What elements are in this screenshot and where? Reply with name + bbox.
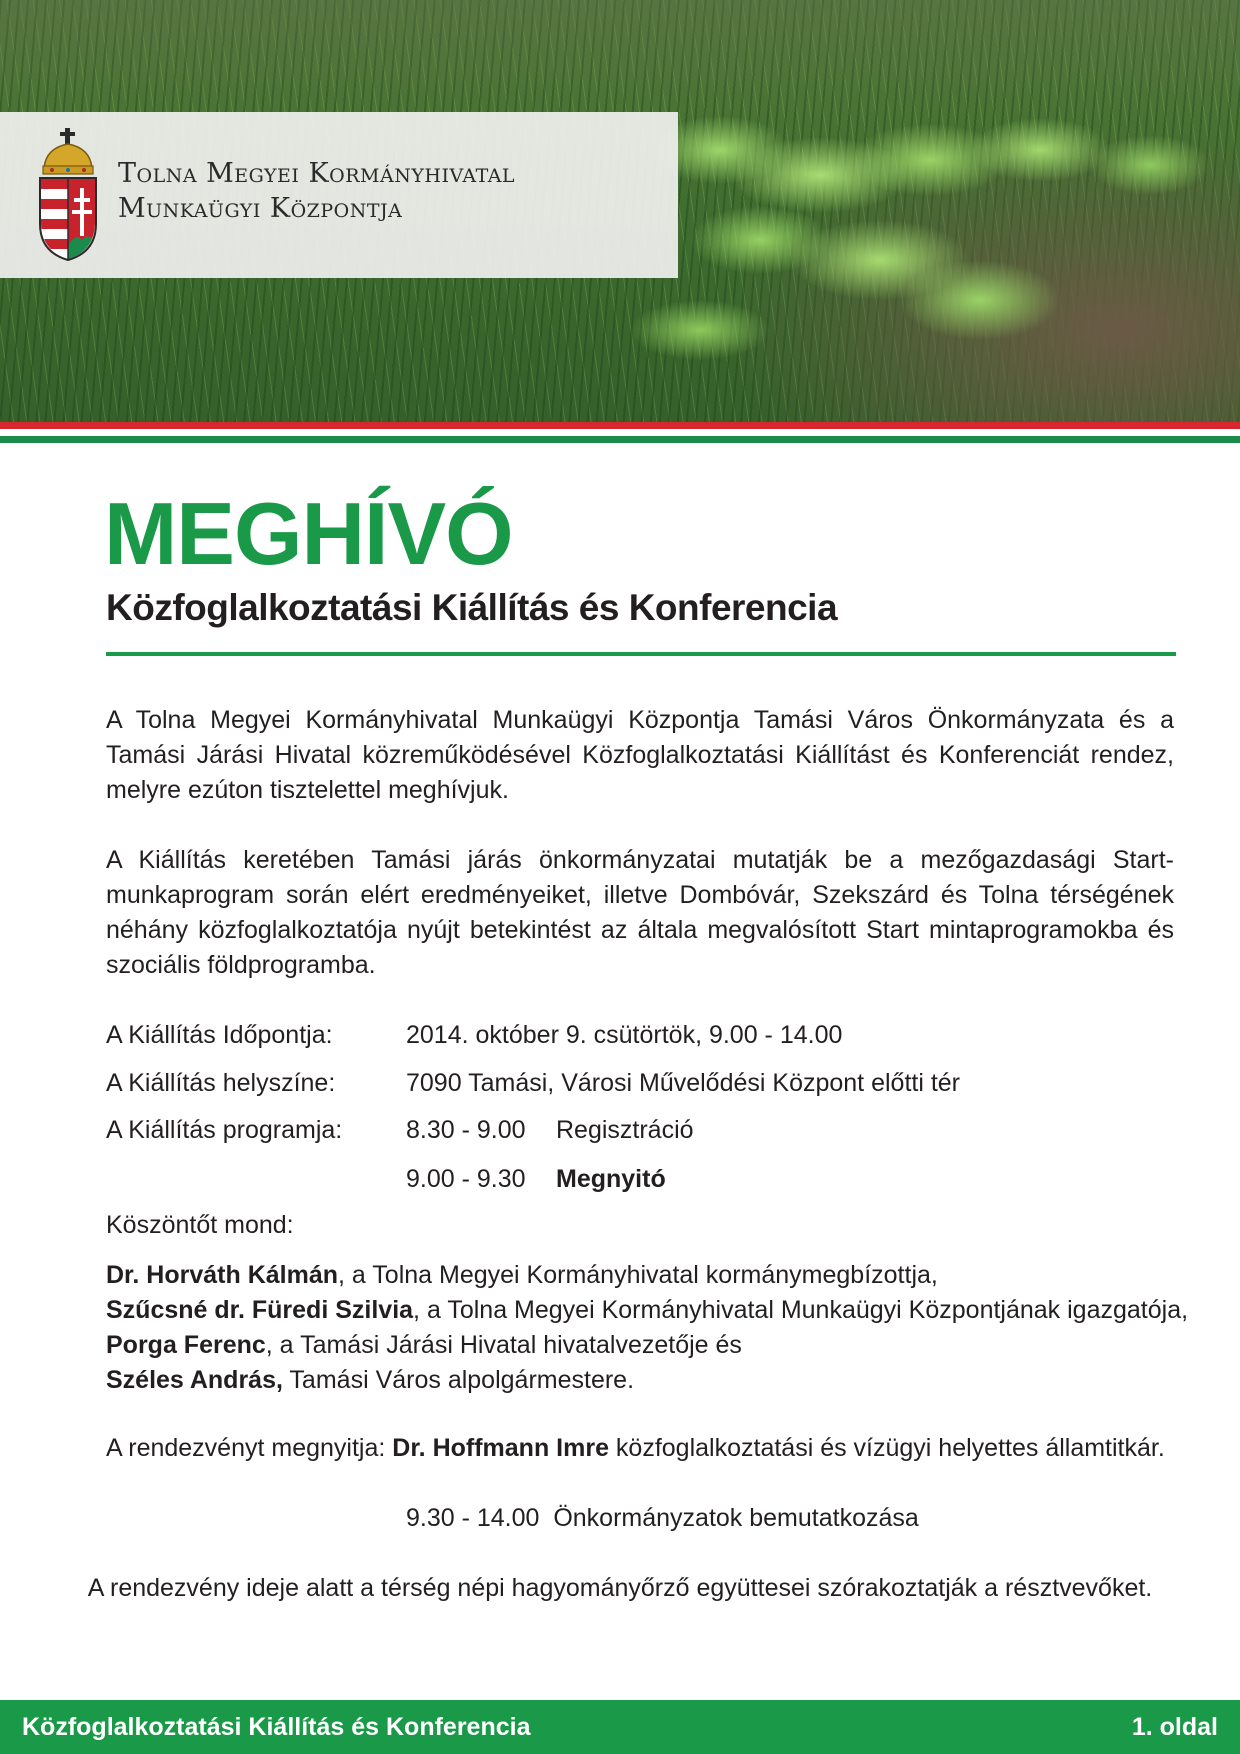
org-logo-box (0, 112, 678, 278)
schedule-item: 9.30 - 14.00 Önkormányzatok bemutatkozása (406, 1504, 919, 1532)
closing-note: A rendezvény ideje alatt a térség népi hagyományőrző együttesei szórakoztatják a résztvevőket. (87, 1574, 1153, 1602)
header-photo-field (0, 0, 1240, 422)
org-name (118, 156, 515, 226)
venue-label: A Kiállítás helyszíne: (106, 1069, 336, 1097)
speaker-role: Tamási Város alpolgármestere. (282, 1366, 635, 1394)
intro-paragraph: A Tolna Megyei Kormányhivatal Munkaügyi Központja Tamási Város Önkormányzata és a Tamási Járási Hivatal közreműködésével Közfoglalkoztatási Kiállítást és Konferenciát rendez, melyre ezúton tisztelettel meghívjuk. (106, 706, 1174, 804)
speaker-name: Széles András, (106, 1366, 283, 1394)
speaker-item (106, 1363, 1188, 1398)
hungarian-coat-of-arms-icon (36, 128, 100, 262)
speaker-role: , a Tamási Járási Hivatal hivatalvezetője és (265, 1331, 742, 1359)
date-value: 2014. október 9. csütörtök, 9.00 - 14.00 (406, 1021, 843, 1049)
speaker-role: , a Tolna Megyei Kormányhivatal kormánymegbízottja, (338, 1261, 938, 1289)
opener-name: Dr. Hoffmann Imre (392, 1434, 609, 1462)
program-label: A Kiállítás programja: (106, 1116, 343, 1144)
speaker-list (106, 1258, 1188, 1398)
page-number: 1. oldal (1131, 1713, 1218, 1741)
org-name-line-1: Tolna Megyei Kormányhivatal (118, 158, 516, 189)
org-name-line-2: Munkaügyi Központja (118, 193, 403, 224)
date-label: A Kiállítás Időpontja: (106, 1021, 333, 1049)
photo-shading (0, 0, 1240, 110)
footer-bar (0, 1700, 1240, 1754)
opener-suffix: közfoglalkoztatási és vízügyi helyettes államtitkár. (608, 1434, 1165, 1462)
greeting-label: Köszöntőt mond: (106, 1211, 294, 1239)
speaker-item (106, 1328, 1188, 1363)
opener-prefix: A rendezvényt megnyitja: (106, 1434, 393, 1462)
exhibition-paragraph: A Kiállítás keretében Tamási járás önkormányzatai mutatják be a mezőgazdasági Start-munkaprogram során elért eredményeiket, illetve Dombóvár, Szekszárd és Tolna térségének néhány közfoglalkoztatója nyújt betekintést az általa megvalósított Start mintaprogramokba és szociális földprogramba. (106, 846, 1174, 979)
opening-speaker (106, 1431, 1165, 1466)
speaker-item (106, 1293, 1188, 1328)
program-time: 9.00 - 9.30 (406, 1165, 526, 1193)
program-event: Regisztráció (556, 1116, 694, 1144)
stripe-green (0, 436, 1240, 443)
speaker-name: Dr. Horváth Kálmán (106, 1261, 339, 1289)
page-title: MEGHÍVÓ (104, 484, 513, 583)
title-divider (106, 652, 1176, 656)
stripe-white (0, 429, 1240, 436)
speaker-role: , a Tolna Megyei Kormányhivatal Munkaügyi Központjának igazgatója, (413, 1296, 1189, 1324)
page-subtitle: Közfoglalkoztatási Kiállítás és Konferencia (106, 587, 838, 628)
program-event: Megnyitó (556, 1165, 666, 1193)
program-time: 8.30 - 9.00 (406, 1116, 526, 1144)
speaker-name: Szűcsné dr. Füredi Szilvia (106, 1296, 414, 1324)
speaker-name: Porga Ferenc (106, 1331, 266, 1359)
stripe-red (0, 422, 1240, 429)
speaker-item (106, 1258, 1188, 1293)
footer-title: Közfoglalkoztatási Kiállítás és Konferencia (22, 1713, 531, 1741)
venue-value: 7090 Tamási, Városi Művelődési Központ előtti tér (406, 1069, 961, 1097)
